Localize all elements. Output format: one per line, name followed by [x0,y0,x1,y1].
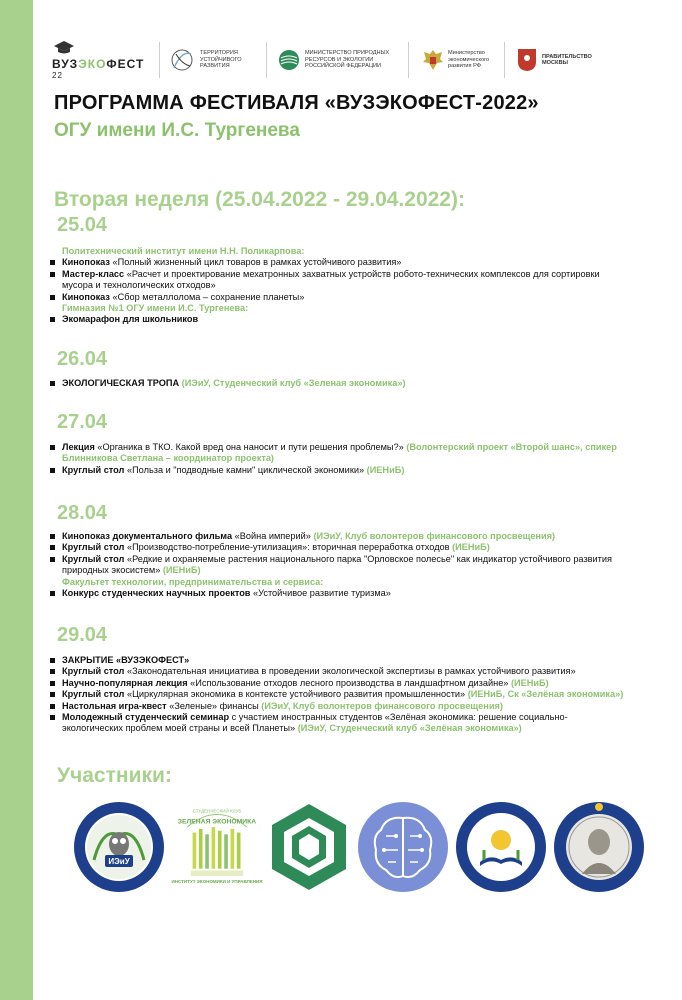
green-economy-title: ЗЕЛЕНАЯ ЭКОНОМИКА [177,818,257,826]
list-item: Лекция «Органика в ТКО. Какой вред она наносит и пути решения проблемы?» (Волонтерский проект «Второй шанс», спикер Блинникова Светлана – координатор проекта) [48,442,628,465]
ministry-nature-logo: МИНИСТЕРСТВО ПРИРОДНЫХ РЕСУРСОВ И ЭКОЛОГИИ РОССИЙСКОЙ ФЕДЕРАЦИИ [278,40,403,80]
list-item: Круглый стол «Польза и "подводные камни" циклической экономики» (ИЕНиБ) [48,465,628,476]
institution-label: Политехнический институт имени Н.Н. Поликарпова: [62,246,305,256]
list-item: Кинопоказ документального фильма «Война империй» (ИЭиУ, Клуб волонтеров финансового просвещения) [48,531,628,542]
day-heading-27-04: 27.04 [57,411,108,433]
green-hexagon-logo [262,800,356,894]
participants-heading: Участники: [57,764,172,787]
list-item: ЗАКРЫТИЕ «ВУЗЭКОФЕСТ» [48,655,628,666]
moscow-government-logo: ПРАВИТЕЛЬСТВО МОСКВЫ [517,40,597,80]
week-heading: Вторая неделя (25.04.2022 - 29.04.2022): [54,188,465,211]
institution-label: Факультет технологии, предпринимательства и сервиса: [62,576,324,587]
list-item: Круглый стол «Производство-потребление-утилизация»: вторичная переработка отходов (ИЕНиБ) [48,542,628,553]
svg-text:СТУДЕНЧЕСКИЙ КЛУБ: СТУДЕНЧЕСКИЙ КЛУБ [192,808,242,814]
ieiu-label: ИЭиУ [108,857,130,866]
list-item: Мастер-класс «Расчет и проектирование мехатронных захватных устройств робото-технических комплексов для сортировки мусора и технологических отходов» [48,269,628,292]
day-block-26-04 [48,378,628,389]
list-item: Круглый стол «Циркулярная экономика в контексте устойчивого развития промышленности» (ИЕНиБ, Ск «Зелёная экономика») [48,689,628,700]
list-item: Конкурс студенческих научных проектов «Устойчивое развитие туризма» [48,588,628,599]
day-block-29-04 [48,655,628,735]
graduation-cap-icon [53,40,75,56]
sprouts-icon [193,827,241,869]
day-heading-25-04: 25.04 [57,214,108,236]
day-block-28-04 [48,531,628,599]
day-heading-29-04: 29.04 [57,624,108,646]
list-item: Настольная игра-квест «Зеленые» финансы (ИЭиУ, Клуб волонтеров финансового просвещения) [48,701,628,712]
territory-logo: ТЕРРИТОРИЯ УСТОЙЧИВОГО РАЗВИТИЯ [170,40,265,80]
day-block-27-04 [48,442,628,476]
green-side-bar [0,0,33,1000]
list-item: Кинопоказ «Сбор металлолома – сохранение планеты» [48,292,628,303]
ministry-econ-logo: Министерство экономического развития РФ [422,40,497,80]
nature-ministry-emblem-icon [278,49,300,71]
list-item: Кинопоказ «Полный жизненный цикл товаров в рамках устойчивого развития» [48,257,628,268]
ieiu-emblem [72,800,166,894]
list-item: Научно-популярная лекция «Использование отходов лесного производства в ландшафтном дизайне» (ИЕНиБ) [48,678,628,689]
turgenev-university-emblem [552,800,646,894]
moscow-coat-of-arms-icon [517,48,537,72]
page-title: ПРОГРАММА ФЕСТИВАЛЯ «ВУЗЭКОФЕСТ-2022» [54,92,539,114]
list-item: Молодежный студенческий семинар с участием иностранных студентов «Зелёная экономика: решение социально-экологических проблем моей страны и всей Планеты» (ИЭиУ, Студенческий клуб «Зелёная экономика») [48,712,628,735]
day-heading-28-04: 28.04 [57,502,108,524]
list-item: ЭКОЛОГИЧЕСКАЯ ТРОПА (ИЭиУ, Студенческий клуб «Зеленая экономика») [48,378,628,389]
svg-text:ИНСТИТУТ ЭКОНОМИКИ И УПРАВЛЕНИ: ИНСТИТУТ ЭКОНОМИКИ И УПРАВЛЕНИЯ [171,879,263,885]
list-item: Экомарафон для школьников [48,314,628,325]
vuzekofest-logo: ВУЗЭКОФЕСТ $^{22}$ [52,40,152,80]
double-headed-eagle-icon [422,47,444,73]
institution-label: Гимназия №1 ОГУ имени И.С. Тургенева: [62,303,249,314]
day-heading-26-04: 26.04 [57,348,108,370]
green-economy-club-logo [170,800,264,894]
brain-network-logo [356,800,450,894]
day-block-25-04 [48,246,628,326]
education-book-emblem [454,800,548,894]
sustainable-globe-icon [170,46,194,74]
list-item: Круглый стол «Законодательная инициатива в проведении экологической экспертизы в рамках устойчивого развития» [48,666,628,677]
page-subtitle: ОГУ имени И.С. Тургенева [54,120,300,141]
partner-logos [52,40,612,80]
list-item: Круглый стол «Редкие и охраняемые растения национального парка "Орловское полесье" как индикатор устойчивого развития природных экосистем» (ИЕНиБ) [48,554,628,577]
